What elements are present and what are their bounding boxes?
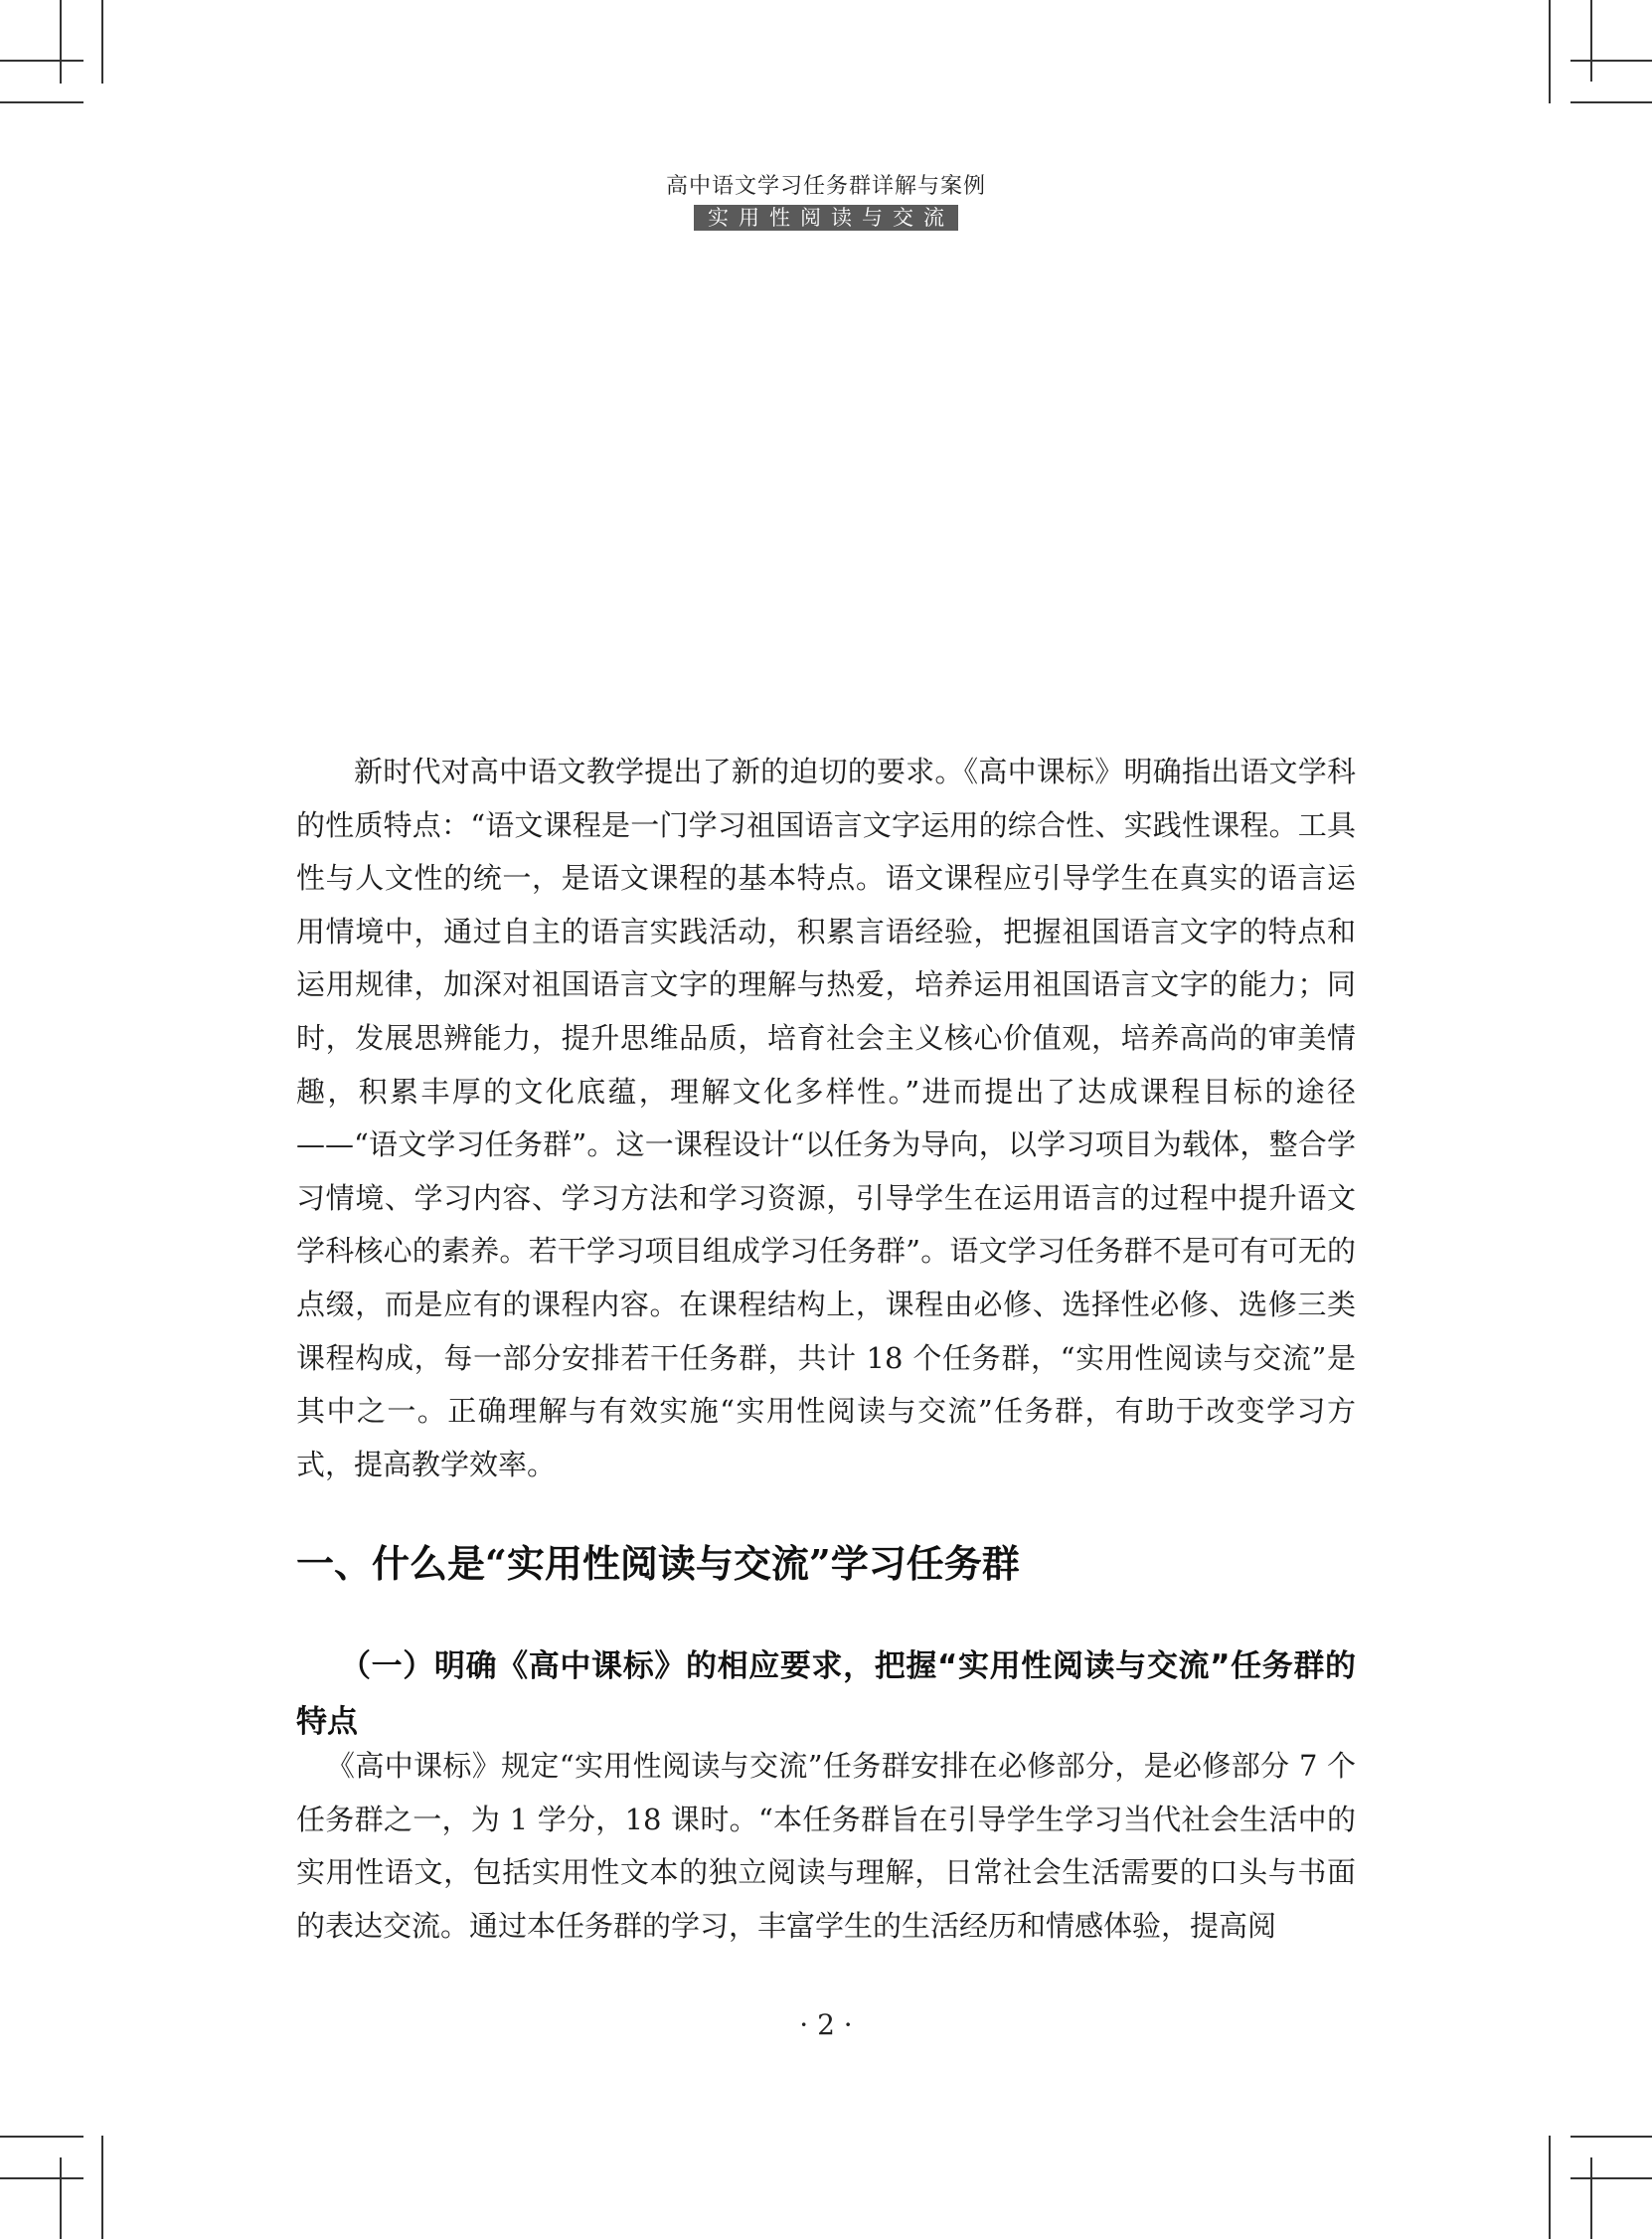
crop-mark-top-right-inner-vertical — [1590, 0, 1592, 82]
crop-mark-bottom-left-inner-vertical — [60, 2157, 62, 2239]
intro-block — [296, 746, 1356, 1491]
page-number: · 2 · — [799, 2008, 853, 2041]
crop-mark-top-left-vertical — [101, 0, 103, 84]
crop-mark-bottom-right-horizontal — [1570, 2136, 1652, 2138]
section-title-band: 实用性阅读与交流 — [694, 205, 958, 231]
crop-mark-bottom-left-horizontal — [0, 2136, 83, 2138]
crop-mark-top-left-inner-vertical — [60, 0, 62, 84]
subsection-paragraph: 《高中课标》规定“实用性阅读与交流”任务群安排在必修部分，是必修部分 7 个任务群之一，为 1 学分，18 课时。“本任务群旨在引导学生学习当代社会生活中的实用性语文，包括实用性文本的独立阅读与理解，日常社会生活需要的口头与书面的表达交流。通过本任务群的学习，丰富学生的生活经历和情感体验，提高阅 — [296, 1749, 1356, 1943]
crop-mark-top-right-vertical — [1549, 0, 1551, 103]
section-heading: 一、什么是“实用性阅读与交流”学习任务群 — [296, 1541, 1020, 1586]
crop-mark-top-left-inner-horizontal — [0, 60, 83, 62]
running-head — [0, 173, 1652, 231]
crop-mark-bottom-left-vertical — [101, 2136, 103, 2239]
subsection-heading: （一）明确《高中课标》的相应要求，把握“实用性阅读与交流”任务群的特点 — [296, 1648, 1356, 1740]
crop-mark-top-left-horizontal — [0, 101, 83, 103]
crop-mark-bottom-right-vertical — [1549, 2136, 1551, 2239]
crop-mark-bottom-left-inner-horizontal — [0, 2177, 83, 2179]
crop-mark-bottom-right-inner-vertical — [1590, 2157, 1592, 2239]
book-title: 高中语文学习任务群详解与案例 — [665, 174, 986, 199]
crop-mark-top-right-inner-horizontal — [1570, 60, 1652, 62]
crop-mark-bottom-right-inner-horizontal — [1570, 2177, 1652, 2179]
crop-mark-top-right-horizontal — [1570, 101, 1652, 103]
intro-paragraph: 新时代对高中语文教学提出了新的迫切的要求。《高中课标》明确指出语文学科的性质特点：“语文课程是一门学习祖国语言文字运用的综合性、实践性课程。工具性与人文性的统一，是语文课程的基本特点。语文课程应引导学生在真实的语言运用情境中，通过自主的语言实践活动，积累言语经验，把握祖国语言文字的特点和运用规律，加深对祖国语言文字的理解与热爱，培养运用祖国语言文字的能力；同时，发展思辨能力，提升思维品质，培育社会主义核心价值观，培养高尚的审美情趣，积累丰厚的文化底蕴，理解文化多样性。”进而提出了达成课程目标的途径——“语文学习任务群”。这一课程设计“以任务为导向，以学习项目为载体，整合学习情境、学习内容、学习方法和学习资源，引导学生在运用语言的过程中提升语文学科核心的素养。若干学习项目组成学习任务群”。语文学习任务群不是可有可无的点缀，而是应有的课程内容。在课程结构上，课程由必修、选择性必修、选修三类课程构成，每一部分安排若干任务群，共计 18 个任务群，“实用性阅读与交流”是其中之一。正确理解与有效实施“实用性阅读与交流”任务群，有助于改变学习方式，提高教学效率。 — [296, 755, 1356, 1481]
subsection-block — [296, 1740, 1356, 1953]
